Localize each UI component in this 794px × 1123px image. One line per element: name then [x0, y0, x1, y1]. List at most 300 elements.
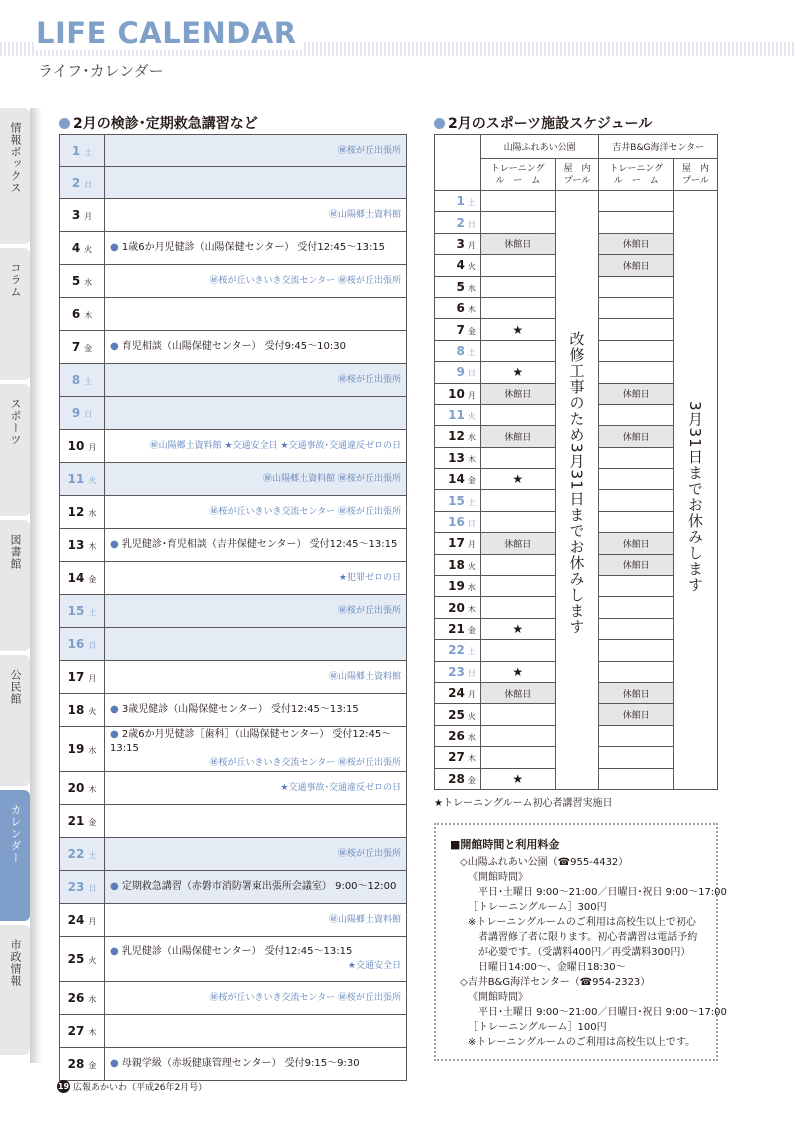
empty-cell — [599, 191, 674, 212]
calendar-row — [60, 135, 407, 167]
corner-cell — [435, 135, 481, 191]
side-tab-5[interactable] — [0, 790, 30, 921]
closed-cell: 休館日 — [599, 255, 674, 276]
event-cell — [105, 364, 407, 397]
day-cell — [60, 397, 105, 430]
day-cell — [60, 694, 105, 727]
event-cell — [105, 167, 407, 199]
calendar-row — [60, 364, 407, 397]
empty-cell — [599, 511, 674, 532]
info-line: ※トレーニングルームのご利用は高校生以上です。 — [468, 1037, 696, 1048]
weekday: 木 — [88, 542, 97, 551]
bullet-icon: ● — [110, 341, 122, 352]
weekday: 日 — [467, 519, 476, 529]
weekday: 火 — [88, 707, 97, 716]
side-tab-1[interactable] — [0, 248, 30, 380]
closure-note: ㊙桜が丘出張所 — [337, 145, 401, 156]
event-cell — [105, 463, 407, 496]
empty-cell — [480, 191, 555, 212]
day-cell — [60, 562, 105, 595]
weekday: 木 — [467, 604, 476, 614]
day-cell — [435, 426, 481, 447]
calendar-row — [60, 838, 407, 871]
day-number: 7 — [71, 340, 81, 354]
side-tab-3[interactable] — [0, 520, 30, 651]
day-number: 16 — [67, 637, 85, 651]
day-number: 8 — [71, 373, 81, 387]
day-cell — [60, 232, 105, 265]
weekday: 水 — [84, 278, 93, 287]
day-number: 1 — [456, 194, 465, 209]
closed-cell: 休館日 — [480, 533, 555, 554]
weekday: 金 — [88, 818, 97, 827]
closure-note: ㊙桜が丘いきいき交流センター ㊙桜が丘出張所 — [209, 993, 401, 1003]
day-cell — [60, 727, 105, 772]
header-line: トレーニング — [609, 163, 664, 174]
side-tab-4[interactable] — [0, 655, 30, 786]
day-cell — [435, 554, 481, 575]
weekday: 火 — [84, 245, 93, 254]
day-cell — [60, 430, 105, 463]
day-cell — [435, 212, 481, 233]
event-cell — [105, 772, 407, 805]
closed-cell: 休館日 — [480, 233, 555, 254]
empty-cell — [480, 297, 555, 318]
closed-cell: 休館日 — [480, 383, 555, 404]
calendar-row — [60, 167, 407, 199]
info-line: ［トレーニングルーム］300円 — [468, 902, 607, 913]
calendar-row — [60, 694, 407, 727]
event-cell — [105, 661, 407, 694]
header-line: プール — [682, 175, 709, 186]
empty-cell — [480, 212, 555, 233]
closed-cell: 休館日 — [480, 426, 555, 447]
day-cell — [435, 511, 481, 532]
day-cell — [435, 383, 481, 404]
day-number: 11 — [67, 472, 85, 486]
day-cell — [435, 640, 481, 661]
lesson-star-cell: ★ — [480, 362, 555, 383]
closure-note: ★犯罪ゼロの日 — [338, 573, 401, 583]
event-text: 2歳6か月児健診［歯科］（山陽保健センター） 受付12:45〜13:15 — [110, 729, 392, 754]
calendar-row — [60, 595, 407, 628]
empty-cell — [599, 597, 674, 618]
calendar-row — [60, 265, 407, 298]
event-item — [110, 1057, 401, 1071]
bullet-icon: ● — [110, 539, 122, 550]
weekday: 木 — [467, 454, 476, 464]
weekday: 木 — [84, 311, 93, 320]
lesson-star-cell: ★ — [480, 618, 555, 639]
weekday: 金 — [467, 626, 476, 635]
weekday: 土 — [84, 377, 93, 386]
page-title: LIFE CALENDAR — [36, 16, 303, 50]
weekday: 水 — [467, 433, 476, 443]
lesson-star-cell: ★ — [480, 661, 555, 682]
closed-cell: 休館日 — [599, 554, 674, 575]
day-number: 13 — [67, 538, 85, 552]
day-cell — [60, 199, 105, 232]
weekday: 火 — [467, 412, 476, 422]
weekday: 水 — [467, 583, 476, 593]
weekday: 月 — [467, 540, 476, 550]
calendar-row — [60, 982, 407, 1015]
day-number: 6 — [71, 307, 81, 321]
day-number: 6 — [456, 301, 465, 316]
event-cell — [105, 727, 407, 772]
info-line: ◇山陽ふれあい公園（☎955-4432） — [460, 857, 629, 868]
empty-cell — [480, 725, 555, 746]
exam-calendar-table — [59, 134, 407, 1081]
day-cell — [60, 1015, 105, 1048]
empty-cell — [480, 511, 555, 532]
weekday: 金 — [84, 344, 93, 353]
event-text: 3歳児健診（山陽保健センター） 受付12:45〜13:15 — [121, 704, 359, 715]
side-tab-0[interactable] — [0, 108, 30, 244]
weekday: 日 — [467, 668, 476, 678]
day-number: 4 — [71, 241, 81, 255]
day-number: 24 — [448, 686, 465, 701]
info-line: が必要です。（受講料400円／再受講料300円） — [478, 947, 691, 958]
day-number: 23 — [67, 880, 85, 894]
event-cell — [105, 628, 407, 661]
weekday: 金 — [467, 326, 476, 336]
day-number: 2 — [71, 175, 81, 190]
day-number: 1 — [71, 143, 81, 158]
empty-cell — [599, 319, 674, 340]
pool-header — [674, 159, 718, 191]
day-cell — [60, 463, 105, 496]
info-line: 平日･土曜日 9:00〜21:00／日曜日･祝日 9:00〜17:00 — [478, 1007, 727, 1018]
calendar-row — [60, 805, 407, 838]
event-cell — [105, 529, 407, 562]
empty-cell — [599, 640, 674, 661]
calendar-row — [60, 1015, 407, 1048]
event-cell — [105, 1048, 407, 1081]
side-tab-2[interactable] — [0, 384, 30, 516]
day-cell — [435, 362, 481, 383]
day-number: 27 — [448, 750, 465, 765]
empty-cell — [480, 490, 555, 511]
header-line: トレーニング — [490, 163, 545, 174]
bullet-icon: ● — [110, 729, 122, 740]
day-number: 25 — [67, 952, 85, 966]
weekday: 日 — [88, 641, 97, 650]
lesson-star-cell: ★ — [480, 768, 555, 789]
day-number: 15 — [448, 493, 465, 508]
info-line: 《開館時間》 — [468, 992, 528, 1003]
header-line: 屋 内 — [563, 163, 591, 174]
event-item — [110, 703, 401, 717]
footer-text: 広報あかいわ（平成26年2月号） — [73, 1083, 208, 1093]
weekday: 金 — [88, 575, 97, 584]
weekday: 火 — [467, 262, 476, 272]
empty-cell — [599, 340, 674, 361]
day-number: 17 — [448, 536, 465, 551]
weekday: 水 — [467, 283, 476, 293]
closure-note: ㊙桜が丘出張所 — [337, 606, 401, 616]
event-cell — [105, 397, 407, 430]
day-cell — [60, 937, 105, 982]
closure-note: ㊙山陽郷土資料館 — [328, 210, 401, 220]
event-text: 定期救急講習（赤磐市消防署東出張所会議室） 9:00〜12:00 — [121, 881, 397, 892]
day-number: 14 — [67, 571, 85, 585]
page-subtitle: ライフ･カレンダー — [38, 62, 164, 80]
side-tab-6[interactable] — [0, 925, 30, 1055]
day-number: 7 — [456, 322, 465, 337]
empty-cell — [480, 597, 555, 618]
closure-note: ㊙山陽郷土資料館 — [328, 672, 401, 682]
info-line: 平日･土曜日 9:00〜21:00／日曜日･祝日 9:00〜17:00 — [478, 887, 727, 898]
day-cell — [435, 618, 481, 639]
calendar-row — [60, 562, 407, 595]
day-cell — [60, 838, 105, 871]
day-number: 10 — [67, 439, 85, 453]
empty-cell — [599, 212, 674, 233]
weekday: 月 — [88, 674, 97, 683]
sports-schedule-table — [434, 134, 718, 790]
weekday: 金 — [467, 775, 476, 785]
weekday: 日 — [88, 884, 97, 893]
weekday: 月 — [88, 443, 97, 452]
side-tab-label: コラム — [9, 262, 22, 298]
weekday: 日 — [467, 219, 476, 229]
day-number: 22 — [448, 643, 465, 658]
weekday: 木 — [467, 305, 476, 315]
side-tab-label: 市政情報 — [9, 939, 22, 987]
closure-note: ★交通事故･交通違反ゼロの日 — [280, 783, 401, 793]
header-line: 屋 内 — [682, 163, 710, 174]
event-item — [110, 880, 401, 894]
empty-cell — [480, 576, 555, 597]
day-number: 17 — [67, 670, 85, 684]
calendar-row — [60, 199, 407, 232]
weekday: 月 — [467, 240, 476, 250]
day-number: 26 — [67, 991, 85, 1005]
day-number: 10 — [448, 386, 465, 401]
day-cell — [435, 340, 481, 361]
empty-cell — [599, 469, 674, 490]
event-cell — [105, 595, 407, 628]
day-number: 12 — [448, 429, 465, 444]
info-line: ◇吉井B&G海洋センター（☎954-2323） — [460, 977, 651, 988]
event-cell — [105, 496, 407, 529]
info-line: ※トレーニングルームのご利用は高校生以上で初心 — [468, 917, 696, 928]
day-cell — [435, 404, 481, 425]
event-cell — [105, 430, 407, 463]
closure-note: ㊙桜が丘いきいき交流センター ㊙桜が丘出張所 — [209, 276, 401, 286]
event-text: 乳児健診･育児相談（吉井保健センター） 受付12:45〜13:15 — [121, 539, 398, 550]
day-cell — [435, 597, 481, 618]
day-number: 21 — [67, 814, 85, 828]
weekday: 水 — [467, 732, 476, 742]
day-cell — [60, 265, 105, 298]
event-text: 育児相談（山陽保健センター） 受付9:45〜10:30 — [121, 341, 346, 352]
day-cell — [435, 319, 481, 340]
event-cell — [105, 937, 407, 982]
empty-cell — [480, 404, 555, 425]
day-cell — [435, 276, 481, 297]
empty-cell — [480, 704, 555, 725]
event-cell — [105, 331, 407, 364]
weekday: 水 — [88, 509, 97, 518]
weekday: 火 — [467, 561, 476, 571]
day-number: 9 — [456, 365, 465, 380]
day-number: 28 — [448, 771, 465, 786]
day-cell — [435, 682, 481, 703]
day-number: 19 — [448, 579, 465, 594]
empty-cell — [480, 340, 555, 361]
bullet-icon: ● — [110, 242, 122, 253]
header-line: ル ー ム — [495, 175, 541, 186]
header-line: ル ー ム — [613, 175, 659, 186]
weekday: 火 — [467, 711, 476, 721]
day-number: 18 — [448, 557, 465, 572]
side-shadow — [30, 108, 42, 1063]
day-cell — [435, 661, 481, 682]
training-room-header — [599, 159, 674, 191]
empty-cell — [599, 725, 674, 746]
day-number: 3 — [71, 208, 81, 222]
left-section-title: 2月の検診･定期救急講習など — [59, 113, 258, 133]
empty-cell — [480, 640, 555, 661]
side-tab-label: カレンダー — [9, 804, 22, 864]
day-cell — [435, 447, 481, 468]
day-cell — [60, 331, 105, 364]
day-cell — [60, 529, 105, 562]
closure-note: ㊙山陽郷土資料館 — [328, 915, 401, 925]
weekday: 火 — [88, 956, 97, 965]
empty-cell — [599, 276, 674, 297]
empty-cell — [480, 447, 555, 468]
day-cell — [60, 661, 105, 694]
weekday: 土 — [88, 851, 97, 860]
info-heading: ■開館時間と利用料金 — [450, 838, 560, 851]
day-number: 3 — [456, 236, 465, 251]
day-number: 12 — [67, 505, 85, 519]
bullet-icon — [434, 118, 445, 129]
weekday: 土 — [467, 647, 476, 657]
event-cell — [105, 135, 407, 167]
closed-cell: 休館日 — [599, 682, 674, 703]
event-item — [110, 538, 401, 552]
day-number: 26 — [448, 728, 465, 743]
event-cell — [105, 265, 407, 298]
event-cell — [105, 1015, 407, 1048]
facility-header: 山陽ふれあい公園 — [480, 135, 599, 159]
weekday: 月 — [467, 390, 476, 400]
closure-note: ㊙桜が丘出張所 — [337, 375, 401, 385]
calendar-row — [60, 727, 407, 772]
event-item — [110, 945, 401, 959]
event-cell — [105, 838, 407, 871]
day-cell — [435, 576, 481, 597]
event-item — [110, 340, 401, 354]
empty-cell — [599, 618, 674, 639]
day-cell — [435, 469, 481, 490]
day-number: 2 — [456, 215, 465, 230]
weekday: 日 — [84, 179, 93, 189]
bullet-icon: ● — [110, 1058, 122, 1069]
day-cell — [60, 772, 105, 805]
event-cell — [105, 232, 407, 265]
weekday: 土 — [467, 198, 476, 208]
weekday: 金 — [88, 1061, 97, 1070]
day-cell — [60, 1048, 105, 1081]
day-cell — [60, 628, 105, 661]
weekday: 土 — [84, 147, 93, 157]
day-cell — [435, 297, 481, 318]
info-line: ［トレーニングルーム］100円 — [468, 1022, 607, 1033]
day-cell — [60, 135, 105, 167]
day-number: 25 — [448, 707, 465, 722]
weekday: 木 — [88, 1028, 97, 1037]
event-cell — [105, 562, 407, 595]
empty-cell — [599, 747, 674, 768]
event-cell — [105, 694, 407, 727]
bullet-icon: ● — [110, 946, 122, 957]
footer — [57, 1080, 207, 1093]
closure-note: ★交通安全日 — [347, 961, 401, 971]
empty-cell — [480, 255, 555, 276]
day-cell — [60, 298, 105, 331]
day-number: 20 — [448, 600, 465, 615]
calendar-row — [60, 871, 407, 904]
day-number: 28 — [67, 1057, 85, 1071]
empty-cell — [599, 447, 674, 468]
calendar-row — [60, 1048, 407, 1081]
closed-cell: 休館日 — [599, 233, 674, 254]
empty-cell — [599, 362, 674, 383]
empty-cell — [599, 404, 674, 425]
closed-cell: 休館日 — [599, 383, 674, 404]
header-line: プール — [563, 175, 591, 186]
day-cell — [435, 725, 481, 746]
day-number: 21 — [448, 622, 465, 636]
day-number: 4 — [456, 258, 465, 273]
schedule-row — [435, 191, 718, 212]
day-number: 16 — [448, 515, 465, 530]
day-cell — [60, 871, 105, 904]
side-tab-label: 図書館 — [9, 534, 22, 570]
weekday: 月 — [84, 212, 93, 221]
day-cell — [435, 747, 481, 768]
weekday: 日 — [84, 410, 93, 419]
day-cell — [60, 167, 105, 199]
closure-note: ㊙桜が丘出張所 — [337, 849, 401, 859]
bullet-icon: ● — [110, 704, 122, 715]
day-number: 14 — [448, 472, 465, 487]
weekday: 月 — [467, 690, 476, 700]
day-number: 22 — [67, 847, 85, 861]
closure-note: ㊙桜が丘いきいき交流センター ㊙桜が丘出張所 — [209, 758, 401, 768]
calendar-row — [60, 628, 407, 661]
calendar-row — [60, 529, 407, 562]
training-note: ★トレーニングルーム初心者講習実施日 — [434, 798, 613, 809]
day-cell — [60, 595, 105, 628]
day-cell — [435, 704, 481, 725]
info-line: 《開館時間》 — [468, 872, 528, 883]
page-number: 19 — [57, 1082, 70, 1091]
day-number: 23 — [448, 664, 465, 679]
weekday: 水 — [88, 995, 97, 1004]
day-number: 5 — [456, 279, 465, 294]
day-cell — [435, 533, 481, 554]
event-cell — [105, 199, 407, 232]
day-cell — [435, 233, 481, 254]
calendar-row — [60, 298, 407, 331]
day-number: 18 — [67, 703, 85, 717]
